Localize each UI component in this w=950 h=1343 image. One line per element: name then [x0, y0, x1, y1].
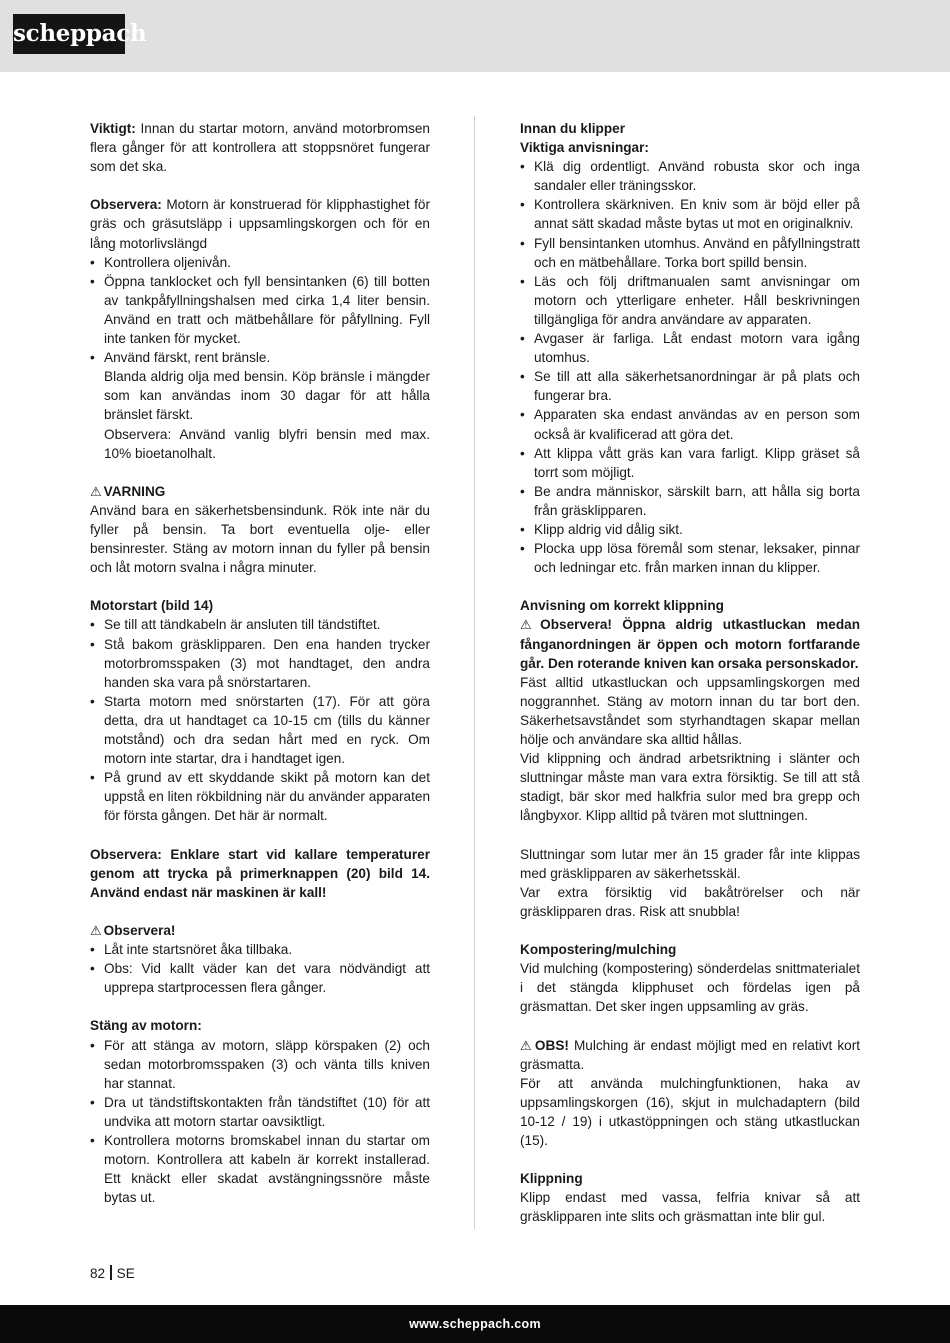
list-item: • Plocka upp lösa föremål som stenar, leksaker, pinnar och ledningar etc. från marken innan du klipper.: [520, 539, 860, 577]
list-item: • Apparaten ska endast användas av en person som också är kvalificerad att göra det.: [520, 405, 860, 443]
mulch-text: Vid mulching (kompostering) sönderdelas snittmaterialet i det stängda klipphuset och fördelas igen på gräsmattan. Det sker ingen uppsamling av gräs.: [520, 961, 860, 1015]
warning-triangle-icon: ⚠: [90, 483, 102, 499]
observera-list: [90, 940, 430, 997]
correct-warning: ⚠ Observera! Öppna aldrig utkastluckan medan fånganordningen är öppen och motorn fortfarande går. Den roterande kniven kan orsaka personskador.: [520, 617, 860, 671]
scheppach-logo: scheppach: [13, 14, 125, 54]
correct-heading: Anvisning om korrekt klippning: [520, 598, 724, 614]
correct-paragraph: Fäst alltid utkastluckan och uppsamlingskorgen med noggrannhet. Stäng av motorn innan du tar bort den. Säkerhetsavståndet som styrhandtagen skapar mellan hölje och användare ska alltid hållas.: [520, 674, 860, 747]
engine-note: Observera: Motorn är konstruerad för klipphastighet för gräs och gräsutsläpp i uppsamlingskorgen och för en lång motorlivslängd: [90, 197, 430, 251]
list-item: • Att klippa vått gräs kan vara farligt. Klipp gräset så torrt som möjligt.: [520, 444, 860, 482]
obs-note: ⚠ OBS! Mulching är endast möjligt med en relativt kort gräsmatta.: [520, 1037, 861, 1072]
important-note: Viktigt: Innan du startar motorn, använd motorbromsen flera gånger för att kontrollera att stoppsnöret fungerar som det ska.: [90, 121, 430, 175]
warning-text: Använd bara en säkerhetsbensindunk. Rök inte när du fyller på bensin. Ta bort eventuella olje- eller bensinrester. Stäng av motorn innan du fyller på bensin och låt motorn svalna i några minuter.: [90, 502, 430, 576]
list-item: • Klä dig ordentligt. Använd robusta skor och inga sandaler eller träningsskor.: [520, 157, 860, 195]
list-item: • Kontrollera oljenivån.: [90, 253, 430, 272]
cold-start-note: Observera: Enklare start vid kallare temperaturer genom att trycka på primerknappen (20) bild 14. Använd endast när maskinen är kall!: [90, 846, 430, 900]
important-list: [520, 157, 860, 577]
list-item: • Be andra människor, särskilt barn, att hålla sig borta från gräsklipparen.: [520, 482, 860, 520]
list-item: • Låt inte startsnöret åka tillbaka.: [90, 940, 430, 959]
warning-triangle-icon: ⚠: [520, 617, 539, 633]
list-item: • Kontrollera skärkniven. En kniv som är böjd eller på annat sätt skadad måste bytas ut mot en originalkniv.: [520, 195, 860, 233]
column-divider: [474, 116, 475, 1229]
warning-triangle-icon: ⚠: [520, 1037, 533, 1053]
warning-heading: ⚠ VARNING: [90, 483, 166, 499]
list-item: • Läs och följ driftmanualen samt anvisningar om motorn och ytterligare enheter. Håll beskrivningen tillgängliga för andra användare av apparaten.: [520, 272, 860, 329]
right-column: [520, 119, 860, 1226]
left-column: [90, 119, 430, 1207]
list-item: • Stå bakom gräsklipparen. Den ena handen trycker motorbromsspaken (3) mot handtaget, den andra handen ska vara på snörstartaren.: [90, 635, 430, 692]
fuel-indent-text: Blanda aldrig olja med bensin. Köp bränsle i mängder som kan användas inom 30 dagar för att hålla bränslet färskt.: [104, 369, 430, 423]
footer-bar: [0, 1305, 950, 1343]
important-heading: Viktiga anvisningar:: [520, 140, 649, 156]
list-item: • Obs: Vid kallt väder kan det vara nödvändigt att upprepa startprocessen flera gånger.: [90, 959, 430, 997]
correct-paragraph: Vid klippning och ändrad arbetsriktning i slänter och sluttningar måste man vara extra försiktig. Se till att stå stadigt, bär skor med halkfria sulor med bra grepp och långbyxor. Klipp alltid på tvären mot sluttningen.: [520, 751, 860, 824]
mulch-instructions: För att använda mulchingfunktionen, haka av uppsamlingskorgen (16), skjut in mulchadaptern (bild 10-12 / 19) i utkastöppningen och stäng utkastluckan (15).: [520, 1075, 860, 1148]
website-link[interactable]: www.scheppach.com: [409, 1317, 541, 1331]
stop-heading: Stäng av motorn:: [90, 1018, 202, 1034]
page-separator: [110, 1265, 112, 1280]
stop-list: [90, 1036, 430, 1208]
observera-heading: ⚠ Observera!: [90, 922, 176, 938]
motorstart-heading: Motorstart (bild 14): [90, 598, 214, 614]
correct-paragraph: Var extra försiktig vid bakåtrörelser och när gräsklipparen dras. Risk att snubbla!: [520, 884, 860, 919]
cutting-text: Klipp endast med vassa, felfria knivar så att gräsklipparen inte slits och gräsmattan inte blir gul.: [520, 1190, 860, 1225]
list-item: • Avgaser är farliga. Låt endast motorn vara igång utomhus.: [520, 329, 860, 367]
fuel-list: [90, 253, 430, 368]
list-item: • Klipp aldrig vid dålig sikt.: [520, 520, 860, 539]
list-item: • På grund av ett skyddande skikt på motorn kan det uppstå en liten rökbildning när du använder apparaten för första gången. Det här är normalt.: [90, 768, 430, 825]
list-item: • Kontrollera motorns bromskabel innan du startar om motorn. Kontrollera att kabeln är korrekt installerad. Ett knäckt eller skadat avstängningssnöre måste bytas ut.: [90, 1131, 430, 1207]
before-heading: Innan du klipper: [520, 121, 625, 136]
header-bar: [0, 0, 950, 72]
list-item: • För att stänga av motorn, släpp körspaken (2) och sedan motorbromsspaken (3) och vänta tills kniven har stannat.: [90, 1036, 430, 1093]
warning-triangle-icon: ⚠: [90, 922, 102, 938]
page-number: 82 SE: [90, 1266, 135, 1281]
list-item: • Använd färskt, rent bränsle.: [90, 348, 430, 367]
mulch-heading: Kompostering/mulching: [520, 942, 677, 958]
fuel-indent-note: Observera: Använd vanlig blyfri bensin med max. 10% bioetanolhalt.: [104, 426, 430, 461]
correct-paragraph: Sluttningar som lutar mer än 15 grader får inte klippas med gräsklipparen av säkerhetsskäl.: [520, 846, 860, 881]
list-item: • Se till att tändkabeln är ansluten till tändstiftet.: [90, 615, 430, 634]
cutting-heading: Klippning: [520, 1171, 583, 1187]
list-item: • Dra ut tändstiftskontakten från tändstiftet (10) för att undvika att motorn startar oavsiktligt.: [90, 1093, 430, 1131]
list-item: • Fyll bensintanken utomhus. Använd en påfyllningstratt och en mätbehållare. Torka bort spilld bensin.: [520, 234, 860, 272]
list-item: • Öppna tanklocket och fyll bensintanken (6) till botten av tankpåfyllningshalsen med cirka 1,4 liter bensin. Använd en tratt och mätbehållare för påfyllning. Fyll inte tanken för mycket.: [90, 272, 430, 348]
list-item: • Starta motorn med snörstarten (17). För att göra detta, dra ut handtaget ca 10-15 cm (tills du känner motstånd) och dra sedan hårt med en ryck. Om motorn inte startar, dra i handtaget igen.: [90, 692, 430, 768]
list-item: • Se till att alla säkerhetsanordningar är på plats och fungerar bra.: [520, 367, 860, 405]
motorstart-list: [90, 615, 430, 825]
